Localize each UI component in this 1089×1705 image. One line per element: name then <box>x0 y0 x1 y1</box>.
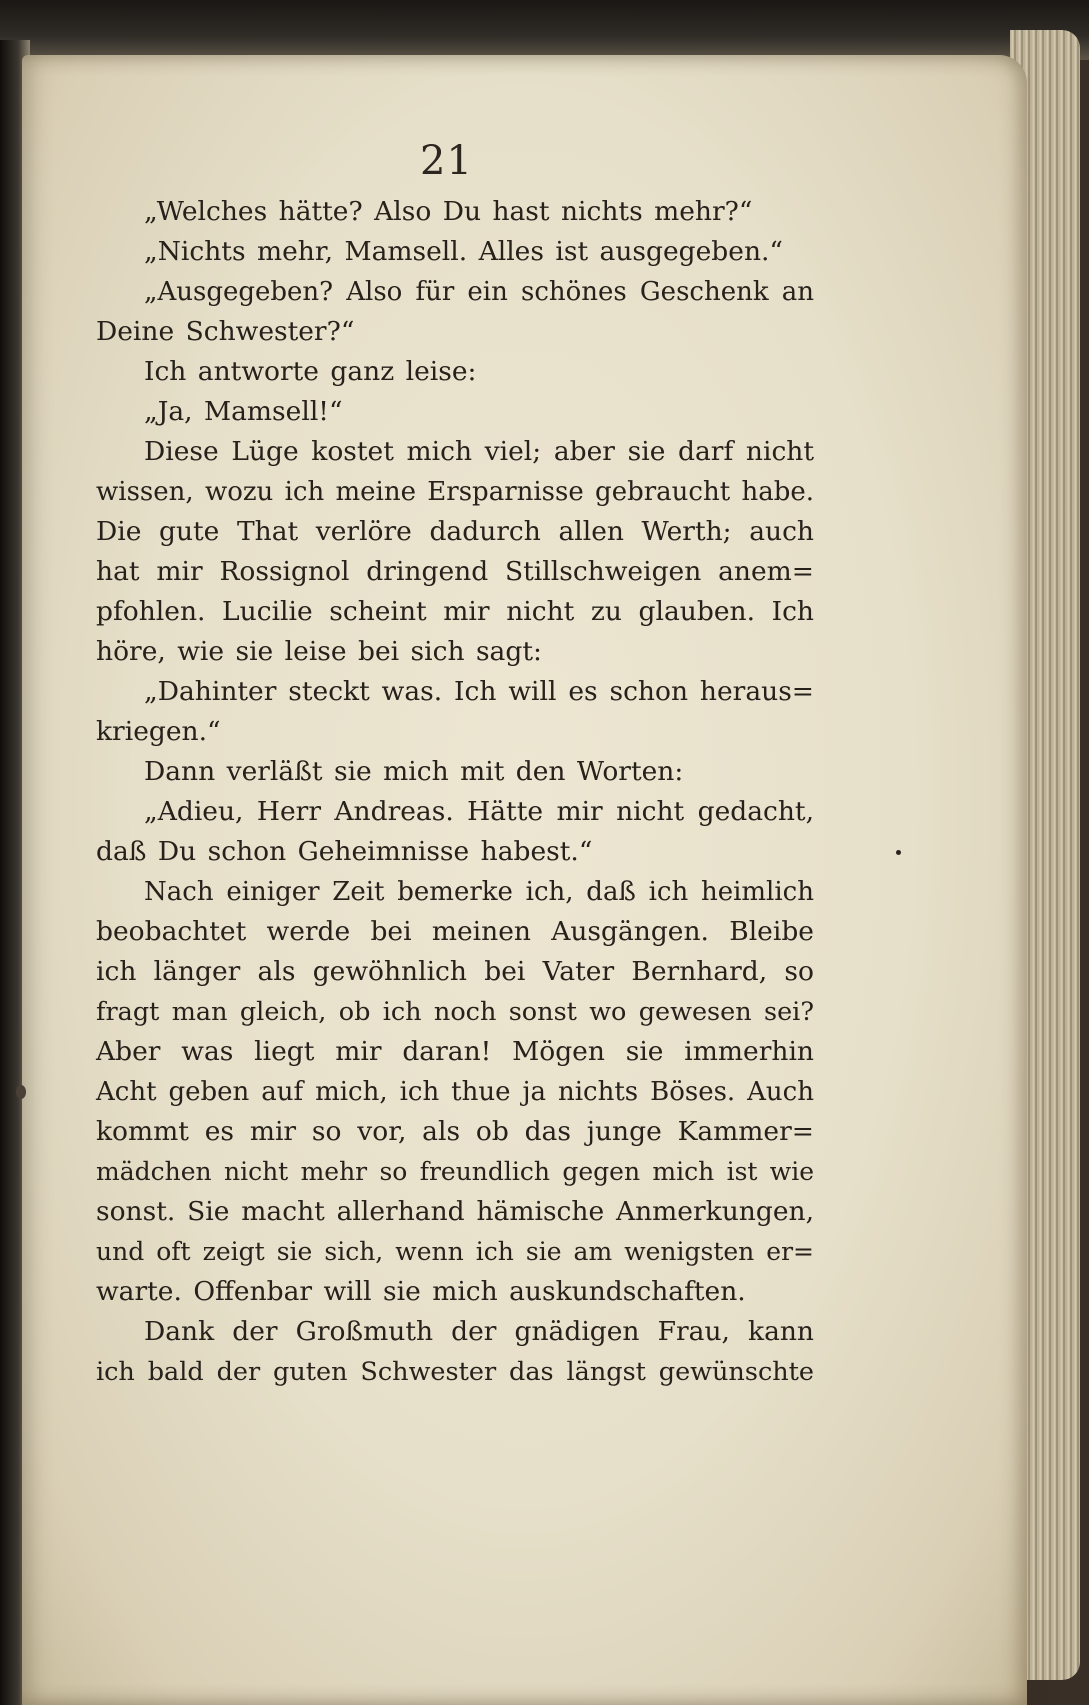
text-line: sonst. Sie macht allerhand hämische Anmerkungen, <box>96 1196 814 1227</box>
text-line: Diese Lüge kostet mich viel; aber sie darf nicht <box>144 436 814 467</box>
text-line: Die gute That verlöre dadurch allen Werth; auch <box>96 516 814 547</box>
text-line: Dank der Großmuth der gnädigen Frau, kann <box>144 1316 814 1347</box>
text-line: höre, wie sie leise bei sich sagt: <box>96 636 542 667</box>
text-line: „Welches hätte? Also Du hast nichts mehr?“ <box>144 196 753 227</box>
text-line: wissen, wozu ich meine Ersparnisse gebraucht habe. <box>96 477 814 507</box>
text-line: warte. Offenbar will sie mich auskundschaften. <box>96 1276 746 1307</box>
ink-speck <box>896 850 901 855</box>
text-line: kriegen.“ <box>96 716 221 747</box>
text-line: Acht geben auf mich, ich thue ja nichts Böses. Auch <box>96 1077 814 1107</box>
text-line: Deine Schwester?“ <box>96 316 355 347</box>
text-line: hat mir Rossignol dringend Stillschweigen anem= <box>96 556 814 587</box>
text-line: „Dahinter steckt was. Ich will es schon heraus= <box>144 676 814 707</box>
text-line: Dann verläßt sie mich mit den Worten: <box>144 756 684 787</box>
text-line: und oft zeigt sie sich, wenn ich sie am wenigsten er= <box>96 1237 814 1266</box>
text-line: ich länger als gewöhnlich bei Vater Bernhard, so <box>96 956 814 987</box>
text-line: mädchen nicht mehr so freundlich gegen mich ist wie <box>96 1157 814 1186</box>
text-line: kommt es mir so vor, als ob das junge Kammer= <box>96 1116 814 1147</box>
page-number: 21 <box>420 138 473 184</box>
text-line: „Ausgegeben? Also für ein schönes Geschenk an <box>144 277 814 307</box>
body-text <box>96 192 814 1392</box>
text-line: beobachtet werde bei meinen Ausgängen. Bleibe <box>96 916 814 947</box>
text-line: „Adieu, Herr Andreas. Hätte mir nicht gedacht, <box>144 796 814 827</box>
text-line: ich bald der guten Schwester das längst gewünschte <box>96 1357 814 1387</box>
book-top-edge <box>0 0 1089 60</box>
text-line: pfohlen. Lucilie scheint mir nicht zu glauben. Ich <box>96 596 814 627</box>
text-line: Nach einiger Zeit bemerke ich, daß ich heimlich <box>144 877 814 907</box>
text-line: „Nichts mehr, Mamsell. Alles ist ausgegeben.“ <box>144 236 783 267</box>
text-line: fragt man gleich, ob ich noch sonst wo gewesen sei? <box>96 997 814 1027</box>
text-line: daß Du schon Geheimnisse habest.“ <box>96 836 593 867</box>
binding-mark <box>16 1085 26 1099</box>
text-line: Ich antworte ganz leise: <box>144 356 477 387</box>
text-line: „Ja, Mamsell!“ <box>144 396 343 427</box>
text-line: Aber was liegt mir daran! Mögen sie immerhin <box>96 1036 814 1067</box>
